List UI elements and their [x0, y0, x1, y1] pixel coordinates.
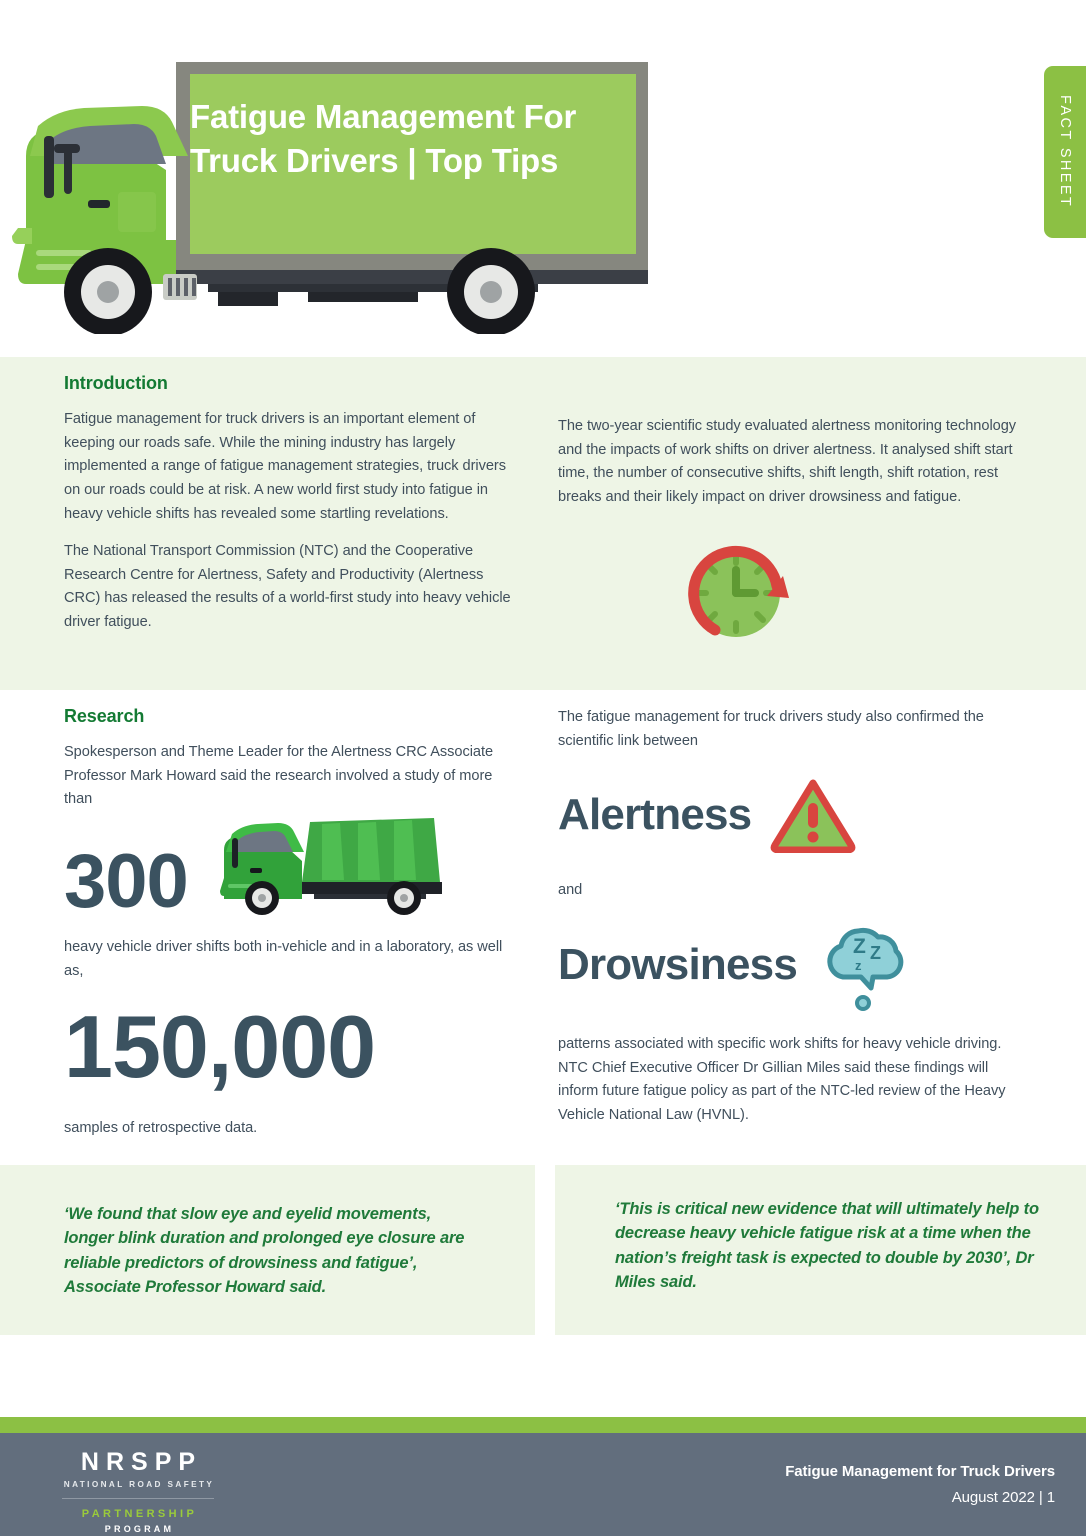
svg-text:z: z: [855, 957, 862, 973]
introduction-right-column: [558, 415, 1028, 647]
research-connector: and: [558, 882, 583, 899]
page-title: Fatigue Management For Truck Drivers | Top Tips: [190, 98, 577, 179]
fact-sheet-tab[interactable]: [1044, 66, 1086, 238]
introduction-paragraph-2: The National Transport Commission (NTC) and the Cooperative Research Centre for Alertness, Safety and Productivity (Alertness CRC) has released the results of a world-first study into heavy vehicle driver fatigue.: [64, 543, 511, 631]
nrspp-logo-program: PROGRAM: [104, 1524, 175, 1534]
delivery-truck-illustration: [8, 44, 668, 334]
footer-green-bar: [0, 1417, 1086, 1433]
quote-text-miles: ‘This is critical new evidence that will ultimately help to decrease heavy vehicle fatigue risk at a time when the nation’s freight task is expected to double by 2030’, Dr Miles said.: [615, 1200, 1039, 1292]
keyword-alertness: Alertness: [558, 790, 752, 840]
stat-300-value: 300: [64, 838, 188, 924]
fact-sheet-tab-label: FACT SHEET: [1057, 95, 1073, 209]
stat-150000-value: 150,000: [64, 997, 376, 1097]
nrspp-logo-partnership: PARTNERSHIP: [81, 1508, 198, 1520]
nrspp-logo-divider: [62, 1498, 214, 1499]
introduction-section: [0, 357, 1086, 690]
hero-section: [0, 0, 1086, 357]
nrspp-logo-subtitle: NATIONAL ROAD SAFETY: [63, 1480, 215, 1489]
footer-meta: [785, 1463, 1055, 1506]
svg-text:Z: Z: [870, 942, 881, 963]
introduction-heading: Introduction: [64, 373, 168, 393]
research-right-column: [558, 706, 1028, 1127]
footer: [0, 1433, 1086, 1536]
research-paragraph-1: Spokesperson and Theme Leader for the Alertness CRC Associate Professor Mark Howard said the research involved a study of more than: [64, 744, 494, 808]
introduction-paragraph-right: The two-year scientific study evaluated alertness monitoring technology and the impacts of work shifts on driver alertness. It analysed shift start time, the number of consecutive shifts, shift length, shift rotation, rest breaks and their likely impact on driver drowsiness and fatigue.: [558, 418, 1017, 505]
research-paragraph-3: samples of retrospective data.: [64, 1120, 258, 1137]
footer-document-title: Fatigue Management for Truck Drivers: [785, 1463, 1055, 1480]
clock-refresh-icon: [685, 538, 791, 642]
research-right-intro: The fatigue management for truck drivers study also confirmed the scientific link between: [558, 709, 984, 749]
footer-date-page: August 2022 | 1: [951, 1489, 1055, 1506]
research-right-outro: patterns associated with specific work shifts for heavy vehicle driving. NTC Chief Executive Officer Dr Gillian Miles said these findings will inform future fatigue policy as part of the NTC-led review of the Heavy Vehicle National Law (HVNL).: [558, 1035, 1006, 1123]
quote-text-howard: ‘We found that slow eye and eyelid movements, longer blink duration and prolonged eye closure are reliable predictors of drowsiness and fatigue’, Associate Professor Howard said.: [64, 1205, 465, 1297]
stat-300-row: [64, 816, 519, 924]
quote-box-miles: [555, 1165, 1086, 1335]
keyword-drowsiness: Drowsiness: [558, 939, 797, 989]
quote-box-howard: [0, 1165, 535, 1335]
nrspp-logo: [48, 1450, 228, 1534]
sleep-cloud-zzz-icon: [815, 919, 911, 1011]
alertness-row: [558, 777, 1028, 853]
svg-text:Z: Z: [853, 934, 866, 958]
research-left-column: [64, 706, 519, 1141]
warning-triangle-icon: [769, 777, 857, 853]
research-section: [0, 690, 1086, 1165]
nrspp-logo-name: NRSPP: [80, 1448, 203, 1476]
introduction-paragraph-1: Fatigue management for truck drivers is an important element of keeping our roads safe. While the mining industry has largely implemented a range of fatigue management strategies, truck drivers on our roads could be at risk. A new world first study into fatigue in heavy vehicle shifts has revealed some startling revelations.: [64, 411, 506, 522]
tipper-truck-illustration: [218, 816, 446, 916]
research-heading: Research: [64, 706, 145, 726]
drowsiness-row: [558, 919, 1028, 1011]
research-paragraph-2: heavy vehicle driver shifts both in-vehicle and in a laboratory, as well as,: [64, 938, 503, 979]
introduction-left-column: [64, 373, 519, 635]
